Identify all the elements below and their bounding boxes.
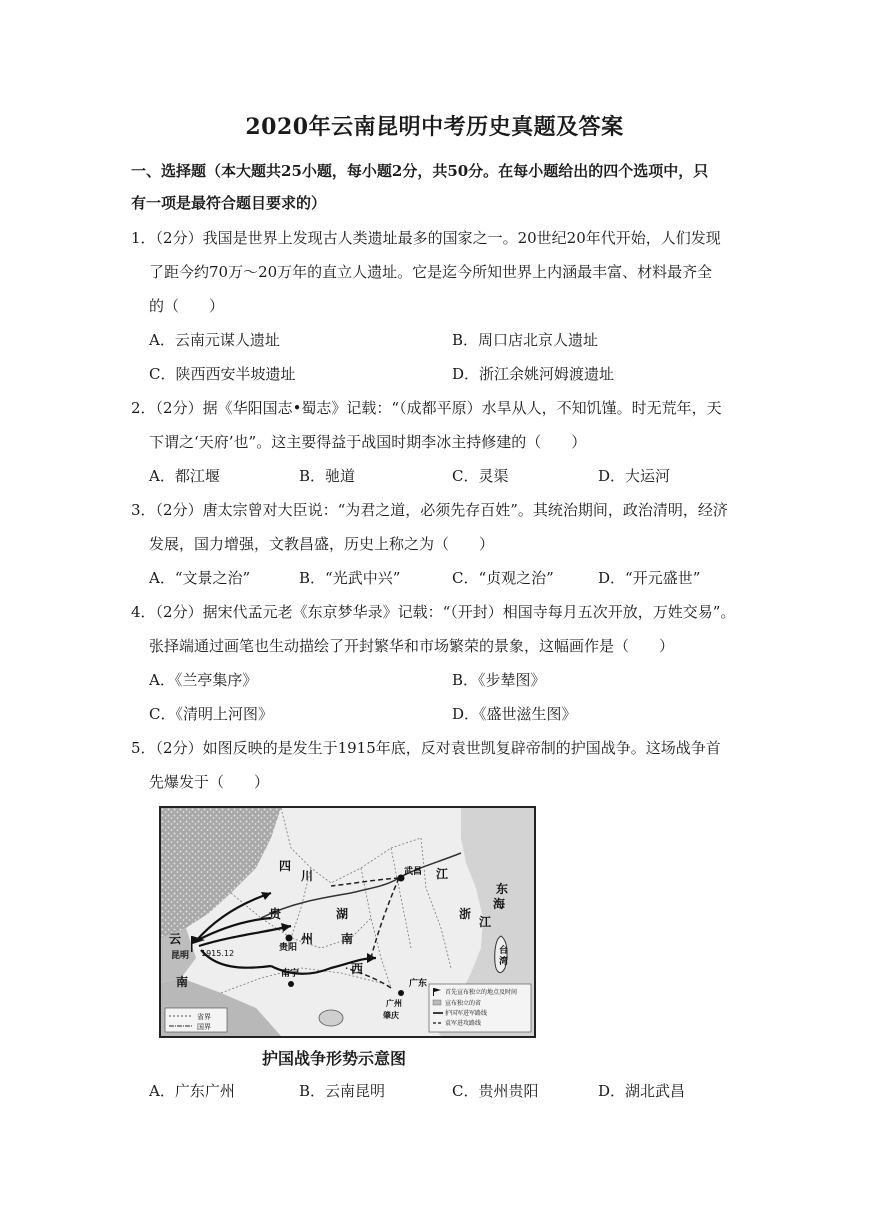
map-graphic — [161, 808, 534, 1036]
legend-yuan-route: 袁军进攻路线 — [445, 1020, 482, 1027]
label-dong: 东 — [496, 882, 509, 896]
question-1-option-a[interactable]: A．云南元谋人遗址 — [149, 331, 280, 349]
question-4-option-c[interactable]: C．《清明上河图》 — [149, 705, 273, 723]
question-4-line-1: 4．（2分）据宋代孟元老《东京梦华录》记载：“（开封）相国寺每月五次开放，万姓交易”。 — [131, 603, 736, 621]
question-2-line-2: 下谓之‘天府’也”。这主要得益于战国时期李冰主持修建的（ ） — [149, 433, 587, 451]
question-4-option-b[interactable]: B．《步辇图》 — [452, 671, 546, 689]
question-1-line-3: 的（ ） — [149, 297, 225, 315]
label-wuchang: 武昌 — [404, 867, 423, 877]
label-kunming: 昆明 — [171, 951, 190, 961]
label-guangzhou: 广州 — [386, 999, 402, 1008]
map-caption: 护国战争形势示意图 — [262, 1049, 407, 1068]
label-guangdong: 广东 — [409, 979, 428, 989]
label-zhaoqing: 肇庆 — [383, 1011, 399, 1020]
question-2-option-b[interactable]: B．驰道 — [299, 467, 356, 485]
question-5-option-a[interactable]: A．广东广州 — [149, 1082, 235, 1100]
question-3-line-2: 发展，国力增强，文教昌盛，历史上称之为（ ） — [149, 535, 495, 553]
question-2-line-1: 2．（2分）据《华阳国志•蜀志》记载：“（成都平原）水旱从人，不知饥馑。时无荒年，天 — [131, 399, 722, 417]
nanning-marker — [288, 981, 294, 987]
legend-province-border: 省界 — [197, 1013, 211, 1021]
label-sichuan-1: 四 — [279, 859, 292, 873]
label-guizhou-1: 贵 — [269, 907, 282, 921]
question-5-option-c[interactable]: C．贵州贵阳 — [452, 1082, 539, 1100]
label-date: 1915.12 — [201, 949, 235, 958]
question-1-line-1: 1．（2分）我国是世界上发现古人类遗址最多的国家之一。20世纪20年代开始，人们发现 — [131, 229, 721, 247]
label-nan: 南 — [176, 975, 189, 989]
question-2-option-d[interactable]: D．大运河 — [598, 467, 671, 485]
label-zhejiang-1: 浙 — [459, 907, 472, 921]
question-5-line-1: 5．（2分）如图反映的是发生于1915年底，反对袁世凯复辟帝制的护国战争。这场战争首 — [131, 739, 721, 757]
label-guizhou-2: 州 — [301, 932, 314, 946]
guiyang-marker — [286, 935, 293, 942]
question-1-line-2: 了距今约70万～20万年的直立人遗址。它是迄今所知世界上内涵最丰富、材料最齐全 — [149, 263, 713, 281]
label-hai: 海 — [493, 897, 506, 911]
label-hunan-1: 湖 — [336, 907, 349, 921]
label-taiwan-2: 湾 — [499, 957, 509, 967]
legend-huguo-route: 护国军进军路线 — [445, 1010, 488, 1017]
question-2-option-c[interactable]: C．灵渠 — [452, 467, 509, 485]
legend-country-border: 国界 — [197, 1023, 211, 1031]
label-yun: 云 — [169, 932, 182, 946]
huguo-war-map — [159, 806, 536, 1038]
question-2-option-a[interactable]: A．都江堰 — [149, 467, 220, 485]
label-jiang: 江 — [436, 867, 449, 881]
label-nanning: 南宁 — [281, 969, 300, 979]
question-5-line-2: 先爆发于（ ） — [149, 773, 270, 791]
section-heading-line2: 有一项是最符合题目要求的） — [131, 194, 327, 212]
question-3-option-d[interactable]: D．“开元盛世” — [598, 569, 701, 587]
guangzhou-marker — [398, 990, 404, 996]
question-3-option-a[interactable]: A．“文景之治” — [149, 569, 251, 587]
question-4-line-2: 张择端通过画笔也生动描绘了开封繁华和市场繁荣的景象，这幅画作是（ ） — [149, 637, 675, 655]
question-3-option-b[interactable]: B．“光武中兴” — [299, 569, 401, 587]
label-xi: 西 — [351, 962, 364, 976]
question-1-option-c[interactable]: C．陕西西安半坡遗址 — [149, 365, 296, 383]
question-4-option-d[interactable]: D．《盛世滋生图》 — [452, 705, 577, 723]
label-zhejiang-2: 江 — [479, 915, 492, 929]
label-hunan-2: 南 — [341, 932, 354, 946]
question-4-option-a[interactable]: A．《兰亭集序》 — [149, 671, 258, 689]
legend-independent-province: 宣布独立的省 — [445, 1000, 482, 1007]
label-sichuan-2: 川 — [301, 869, 314, 883]
section-heading-line1: 一、选择题（本大题共25小题，每小题2分，共50分。在每小题给出的四个选项中，只 — [131, 162, 709, 180]
question-1-option-d[interactable]: D．浙江余姚河姆渡遗址 — [452, 365, 615, 383]
page-title: 2020年云南昆明中考历史真题及答案 — [245, 114, 624, 140]
hainan-island — [319, 1010, 343, 1026]
label-taiwan-1: 台 — [499, 946, 509, 956]
question-5-option-d[interactable]: D．湖北武昌 — [598, 1082, 686, 1100]
route-legend — [429, 984, 531, 1032]
label-guiyang: 贵阳 — [279, 943, 298, 953]
question-3-option-c[interactable]: C．“贞观之治” — [452, 569, 554, 587]
legend-first-independence: 首先宣布独立的地点及时间 — [445, 989, 518, 996]
border-legend — [165, 1008, 227, 1032]
question-3-line-1: 3．（2分）唐太宗曾对大臣说：“为君之道，必须先存百姓”。其统治期间，政治清明，经济 — [131, 501, 728, 519]
question-5-option-b[interactable]: B．云南昆明 — [299, 1082, 386, 1100]
question-1-option-b[interactable]: B．周口店北京人遗址 — [452, 331, 599, 349]
